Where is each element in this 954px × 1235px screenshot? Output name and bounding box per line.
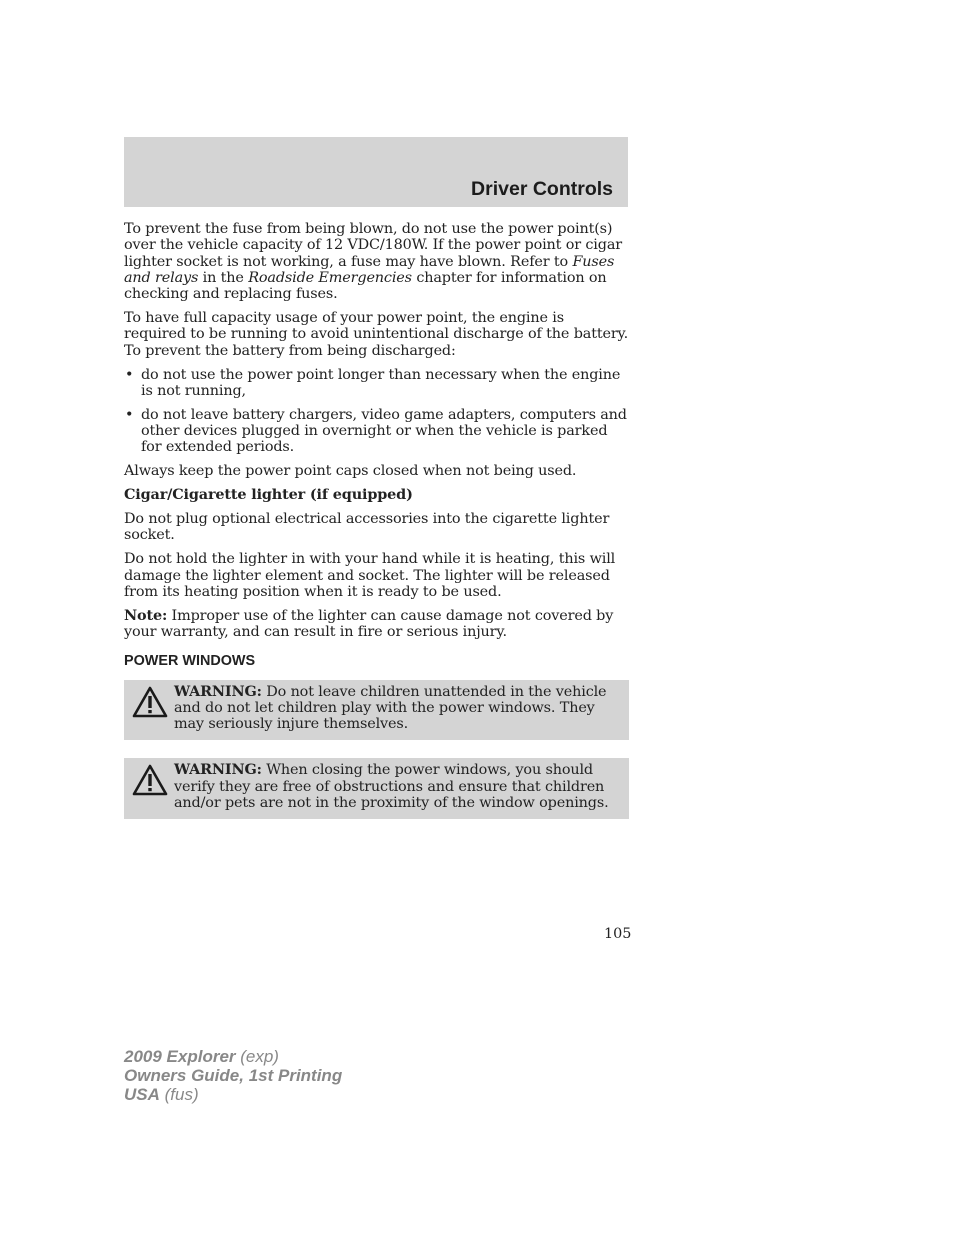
page-content: [124, 221, 629, 837]
footer-print-info: [124, 1047, 342, 1104]
warning-box: [124, 680, 629, 741]
bullet-list: [124, 367, 629, 456]
subheading-cigar-lighter: Cigar/Cigarette lighter (if equipped): [124, 486, 413, 504]
paragraph-accessories: Do not plug optional electrical accessories into the cigarette lighter socket.: [124, 511, 610, 544]
paragraph-capacity: To have full capacity usage of your power point, the engine is required to be running to avoid unintentional discharge of the battery. To prevent the battery from being discharged:: [124, 310, 629, 359]
footer-line: Owners Guide, 1st Printing: [124, 1066, 343, 1085]
chapter-header-band: [124, 137, 628, 207]
footer-line: USA (fus): [124, 1085, 199, 1104]
footer-line: 2009 Explorer (exp): [124, 1047, 279, 1066]
paragraph-caps: Always keep the power point caps closed when not being used.: [124, 463, 577, 480]
paragraph-fuse: To prevent the fuse from being blown, do not use the power point(s) over the vehicle capacity of 12 VDC/180W. If the power point or cigar lighter socket is not working, a fuse may have blown. Refer to Fuses and relays in the Roadside Emergencies chapter for information on checking and replacing fuses.: [124, 221, 622, 303]
warning-text: Do not leave children unattended in the vehicle and do not let children play with the power windows. They may seriously injure themselves.: [174, 683, 607, 733]
warning-label: WARNING:: [174, 682, 262, 700]
list-item: • do not use the power point longer than necessary when the engine is not running,: [124, 367, 629, 400]
warning-triangle-icon: [132, 764, 168, 796]
warning-label: WARNING:: [174, 761, 262, 779]
section-heading-power-windows: POWER WINDOWS: [124, 653, 256, 670]
warning-box: [124, 758, 629, 819]
list-item: • do not leave battery chargers, video game adapters, computers and other devices plugged in overnight or when the vehicle is parked for extended periods.: [124, 407, 629, 456]
warning-text: When closing the power windows, you should verify they are free of obstructions and ensure that children and/or pets are not in the proximity of the window openings.: [174, 762, 609, 812]
reference-roadside-emergencies: Roadside Emergencies: [248, 269, 412, 286]
warning-triangle-icon: [132, 686, 168, 718]
page-number: 105: [604, 926, 632, 942]
note-label: Note:: [124, 606, 168, 624]
chapter-title: Driver Controls: [471, 178, 613, 200]
note-paragraph: Note: Improper use of the lighter can cause damage not covered by your warranty, and can result in fire or serious injury.: [124, 606, 614, 640]
paragraph-lighter-heating: Do not hold the lighter in with your hand while it is heating, this will damage the lighter element and socket. The lighter will be released from its heating position when it is ready to be used.: [124, 551, 616, 600]
reference-fuses-and-relays: Fuses and relays: [124, 253, 615, 286]
